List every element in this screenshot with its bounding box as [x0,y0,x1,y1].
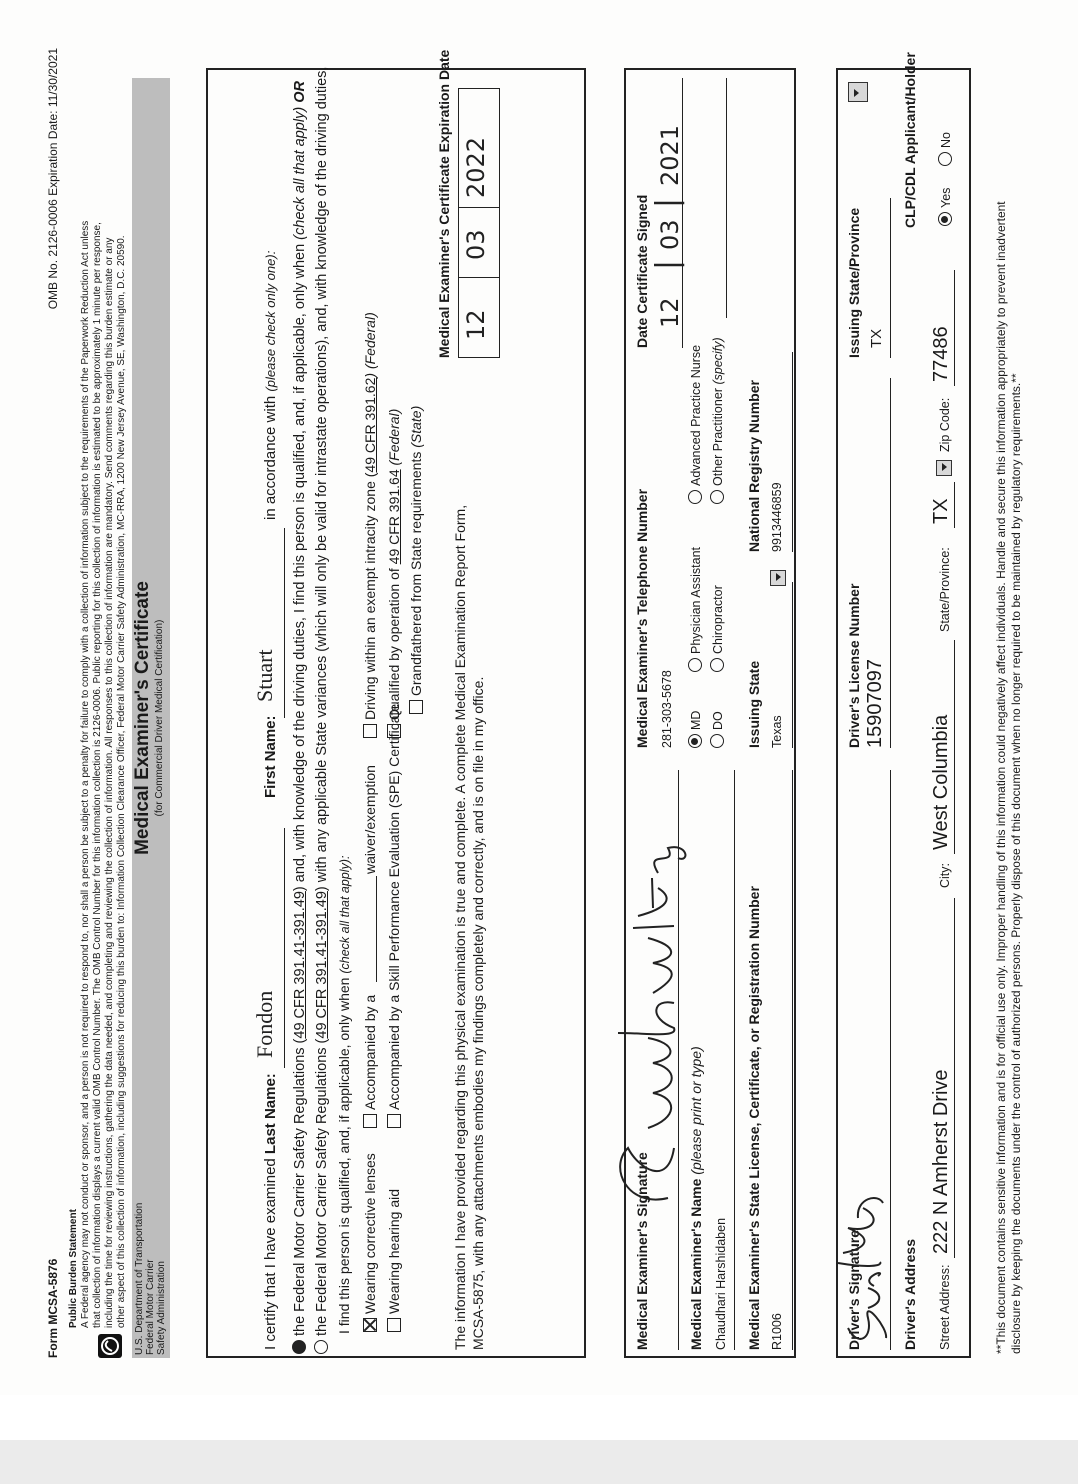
md-radio[interactable] [688,734,702,748]
burden-line: that collection of information displays a current valid OMB Control Number. The OMB Control Number for this information collection is 2126-0006. Public reporting for this collection of information is estimated to be approximately 1 minute per response, [92,222,103,1328]
qualified-line [336,856,352,1334]
option-state[interactable] [314,67,330,1354]
first-name-label: First Name: [262,715,279,798]
check-label: Wearing corrective lenses [362,1153,378,1314]
expiration-label: Medical Examiner's Certificate Expiration Date [436,49,452,358]
statement-line: The information I have provided regarding this physical examination is true and complete. A complete Medical Examination Report Form, [452,504,468,1350]
name-label-text: Medical Examiner's Name [688,1178,704,1350]
cfr-link[interactable]: 49 CFR 391.41-391.49 [292,891,308,1039]
footer-line: disclosure by keeping the documents under the control of authorized persons. Properly dispose of this document when no longer required to be maintained by regulatory requirements.** [1009,373,1023,1354]
date-signed-month[interactable]: 12 [656,297,684,328]
driver-issuing-line [890,198,891,358]
spe-checkbox[interactable] [387,1114,401,1128]
driver-license-value[interactable]: 15907097 [864,659,886,748]
type-md[interactable] [688,711,703,748]
city-value[interactable]: West Columbia [930,714,952,850]
cfr-link[interactable]: 49 CFR 391.62 [362,377,378,473]
license-label: Medical Examiner's State License, Certificate, or Registration Number [746,886,762,1350]
city-line [954,640,955,854]
zip-line [954,270,955,386]
issuing-state-line [792,582,793,748]
date-separator-icon: | [650,197,685,208]
exam-intro [262,1073,279,1350]
waiver-label: waiver/exemption [362,765,378,874]
driver-issuing-dropdown-icon[interactable] [848,82,868,102]
street-value[interactable]: 222 N Amherst Drive [930,1069,952,1254]
page-subtitle: (for Commercial Driver Medical Certification) [154,619,165,817]
page-title: Medical Examiner's Certificate [132,581,153,855]
issuing-state-label: Issuing State [746,660,762,748]
clp-yes[interactable] [938,188,953,226]
hearing-checkbox[interactable] [387,1318,401,1332]
street-line [954,898,955,1258]
cfr-link[interactable]: 49 CFR 391.64 [386,469,402,565]
driver-address-label: Driver's Address [902,1239,918,1350]
accompanied-checkbox[interactable] [363,1114,377,1128]
driver-signature-text [828,1351,829,1357]
examiner-signature-label: Medical Examiner's Signature [634,1152,650,1350]
examiner-name-value[interactable]: Chaudhari Harshidaben [714,1217,728,1350]
check-all-hint: (check all that apply): [338,855,352,974]
last-name-label: Last Name: [262,1073,279,1155]
option-text: I find this person is qualified, and, if applicable, only when [336,977,352,1334]
burden-title: Public Burden Statement [68,1209,79,1328]
license-value[interactable]: R1006 [770,1313,784,1350]
type-label: Advanced Practice Nurse [689,344,703,486]
issuing-state-dropdown-icon[interactable] [770,570,786,586]
check-label: Accompanied by a Skill Performance Evaluation (SPE) Certificate [386,703,402,1110]
expiration-year[interactable]: 2022 [462,136,490,198]
driver-issuing-value[interactable]: TX [868,328,885,348]
check-intracity[interactable] [362,312,378,738]
intro-text: I certify that I have examined [262,1158,279,1350]
name-line [734,770,735,1350]
last-name-value[interactable]: Fondon [252,990,277,1058]
type-label: Other Practitioner [711,388,725,486]
street-label: Street Address: [938,1264,952,1350]
burden-line: including the time for reviewing instructions, gathering the data needed, and completing and reviewing the collection of information. All responses to this collection of information are mandatory. Send comments regarding this burden estimate or any [104,237,115,1328]
type-apn[interactable] [688,345,703,504]
date-divider [458,277,500,278]
name-hint: (please print or type) [688,1046,704,1175]
date-signed-day[interactable]: 03 [656,219,684,250]
radio-state[interactable] [314,1340,328,1354]
examiner-signature-text [618,1352,619,1357]
option-text: ) and, with knowledge of the driving duties, I find this person is qualified, and, if applicable, only when [292,243,308,892]
option-text: the Federal Motor Carrier Safety Regulations ( [292,1038,308,1336]
type-label: DO [711,711,725,730]
footer-line: **This document contains sensitive information and is for official use only. Improper handling of this information could negatively affect individuals. Handle and secure this information appropriately to prevent inadvertent [994,201,1008,1354]
expiration-month[interactable]: 12 [462,309,490,340]
examiner-signature-drawing[interactable] [608,788,690,1208]
issuing-state-value[interactable]: Texas [770,715,784,748]
driver-license-line [890,378,891,748]
grandfathered-checkbox[interactable] [409,700,423,714]
type-other[interactable] [710,337,725,504]
option-federal[interactable] [292,81,308,1354]
other-line [726,78,727,318]
bottom-margin [0,1440,1078,1484]
check-label: Qualified by operation of [386,564,402,720]
date-signed-label: Date Certificate Signed [634,194,650,348]
burden-statement [68,88,128,1328]
agency-line: U.S. Department of Transportation [134,1202,145,1355]
footer-note [994,201,1024,1354]
clp-label: CLP/CDL Applicant/Holder [902,52,918,228]
nrn-value[interactable]: 9913446859 [770,482,784,552]
type-chiro[interactable] [710,585,725,672]
state-value[interactable]: TX [930,498,952,524]
check-label: Wearing hearing aid [386,1188,402,1314]
form-page [46,18,1056,1358]
driver-issuing-label: Issuing State/Province [846,207,862,358]
check-label: Accompanied by a [362,994,378,1110]
check-qualified-op[interactable] [386,409,402,738]
agency-line: Federal Motor Carrier [145,1259,156,1355]
certificate-heading [132,558,165,878]
agency-line: Safety Administration [156,1261,167,1355]
burden-line: other aspect of this collection of information, including suggestions for reducing this burden to: Information Collection Clearance Officer, Federal Motor Carrier Safety Administration, MC-RRA, 1200 New Jersey Avenue, SE, Washington, D.C. 20590. [116,235,127,1328]
date-divider [458,207,500,208]
date-signed-year[interactable]: 2021 [656,124,684,186]
dot-logo-icon [98,1334,122,1358]
check-label: Grandfathered from State requirements [408,447,424,696]
type-label: MD [689,710,703,730]
apn-radio[interactable] [688,490,702,504]
driver-license-label: Driver's License Number [846,583,862,748]
burden-line: A Federal agency may not conduct or sponsor, and a person is not required to respond to, nor shall a person be subject to a penalty for failure to comply with a collection of information subject to the requirements of the Paperwork Reduction Act unless [80,220,91,1328]
check-one-hint: (please check only one): [263,250,278,392]
federal-tag: (Federal) [386,408,402,470]
pa-radio[interactable] [688,658,702,672]
no-label: No [939,132,953,148]
check-all-hint: (check all that apply) [292,106,308,240]
phone-label: Medical Examiner's Telephone Number [634,488,650,748]
check-grandfathered[interactable] [408,406,424,714]
examiner-name-label [688,1046,704,1350]
accordance-label: in accordance with [262,395,279,520]
yes-radio[interactable] [938,212,952,226]
chiro-radio[interactable] [710,658,724,672]
check-accompanied[interactable] [362,995,378,1128]
type-label: Chiropractor [711,585,725,654]
or-label: OR [292,81,308,103]
type-pa[interactable] [688,547,703,672]
zip-value[interactable]: 77486 [930,326,952,382]
type-label: Physician Assistant [689,547,703,654]
omb-number: OMB No. 2126-0006 Expiration Date: 11/30/2021 [46,48,60,310]
driver-signature-line [890,770,891,1350]
intracity-checkbox[interactable] [363,724,377,738]
do-radio[interactable] [710,734,724,748]
phone-value[interactable]: 281-303-5678 [660,670,674,748]
waiver-line [376,876,377,982]
state-dropdown-icon[interactable] [936,460,952,476]
type-do[interactable] [710,711,725,748]
expiration-day[interactable]: 03 [462,229,490,260]
other-hint: (specify) [711,337,725,385]
radio-federal-selected[interactable] [292,1340,306,1354]
first-name-line [284,528,285,718]
accordance-text [262,251,279,520]
federal-tag: ) (Federal) [362,312,378,378]
license-line [792,770,793,1350]
other-radio[interactable] [710,490,724,504]
yes-label: Yes [939,187,953,208]
agency-block [134,1203,167,1355]
check-spe[interactable] [386,704,402,1128]
statement-line: MCSA-5875, with any attachments embodies my findings completely and correctly, and is on file in my office. [470,676,486,1350]
check-hearing[interactable] [386,1189,402,1332]
cfr-link[interactable]: 49 CFR 391.41-391.49 [314,891,330,1039]
first-name-value[interactable]: Stuart [252,649,277,702]
option-text: the Federal Motor Carrier Safety Regulations ( [314,1038,330,1336]
state-line [954,482,955,528]
lenses-checkbox[interactable] [363,1318,377,1332]
check-label: Driving within an exempt intracity zone ( [362,472,378,720]
city-label: City: [938,863,952,888]
check-lenses[interactable] [362,1153,378,1332]
nrn-label: National Registry Number [746,380,762,552]
state-label: State/Province: [938,547,952,632]
form-id: Form MCSA-5876 [46,1258,60,1358]
qualified-op-checkbox[interactable] [387,724,401,738]
last-name-line [284,828,285,1068]
clp-no[interactable] [938,132,953,166]
driver-signature-label: Driver's Signature [846,1229,862,1350]
no-radio[interactable] [938,152,952,166]
nrn-line [792,352,793,552]
date-separator-icon: | [650,259,685,270]
option-text: ) with any applicable State variances (which will only be valid for intrastate operations), and, with knowledge of the driving duties, [314,66,330,892]
state-tag: (State) [408,405,424,448]
zip-label: Zip Code: [938,397,952,452]
